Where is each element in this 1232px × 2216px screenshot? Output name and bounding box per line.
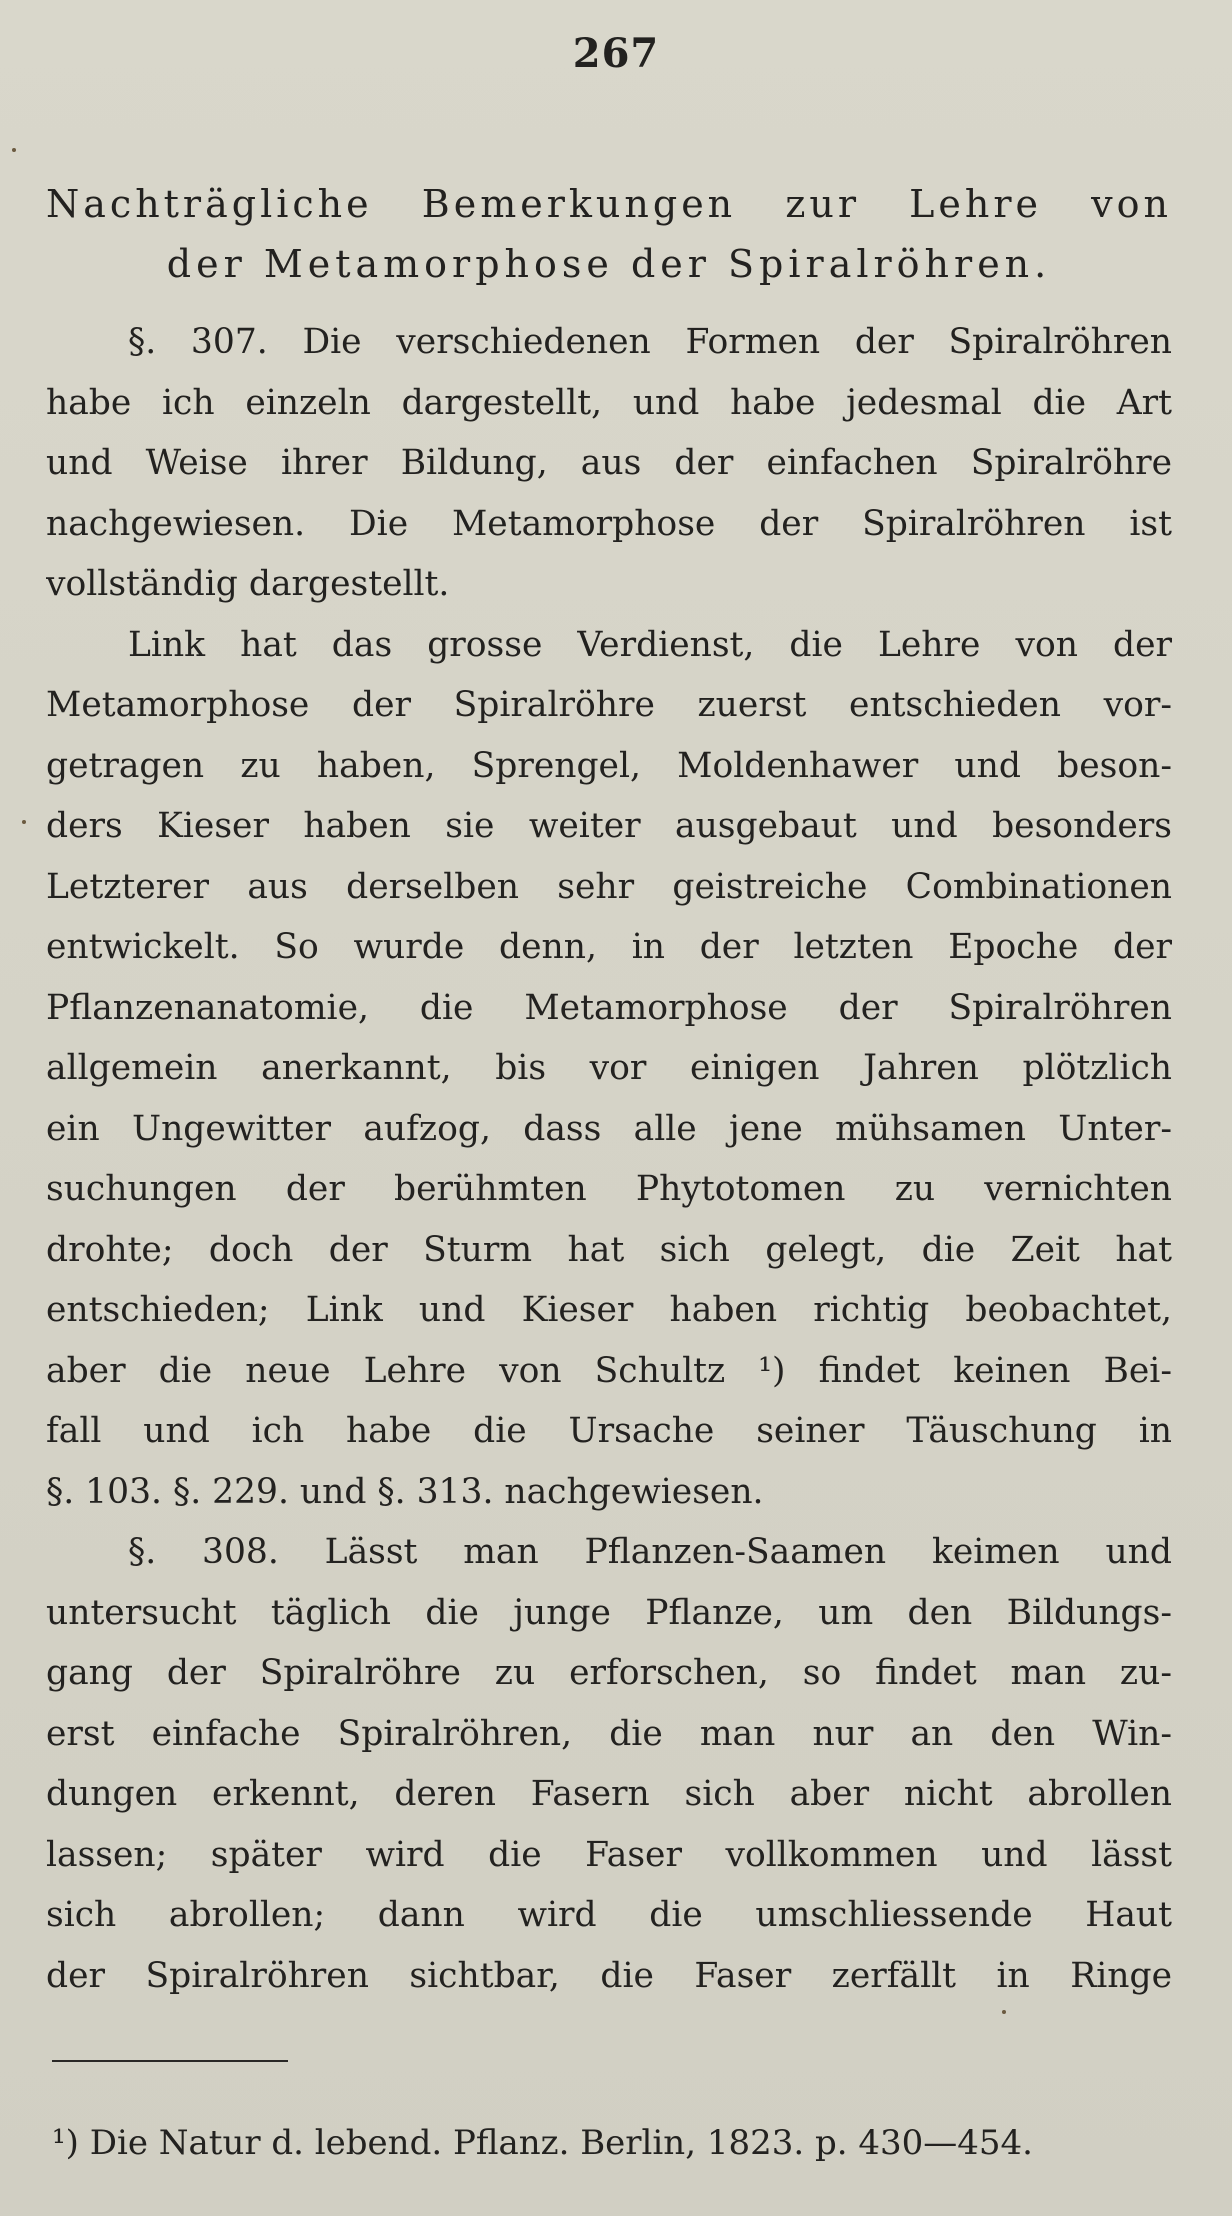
paper-speck: [22, 820, 26, 824]
text-line: ders Kieser haben sie weiter ausgebaut und besonders: [46, 806, 1172, 846]
paper-speck: [1002, 2010, 1006, 2014]
text-line: entschieden; Link und Kieser haben richtig beobachtet,: [46, 1290, 1172, 1330]
text-line: und Weise ihrer Bildung, aus der einfachen Spiralröhre: [46, 443, 1172, 483]
text-line: Link hat das grosse Verdienst, die Lehre von der: [128, 624, 1172, 665]
text-line: allgemein anerkannt, bis vor einigen Jahren plötzlich: [46, 1048, 1172, 1088]
text-line: dungen erkennt, deren Fasern sich aber nicht abrollen: [46, 1774, 1172, 1814]
text-line: ein Ungewitter aufzog, dass alle jene mühsamen Unter-: [46, 1108, 1172, 1149]
text-line: getragen zu haben, Sprengel, Moldenhawer und beson-: [46, 745, 1172, 786]
text-line: lassen; später wird die Faser vollkommen und lässt: [46, 1834, 1172, 1875]
footnote-divider: [52, 2060, 288, 2062]
text-line: drohte; doch der Sturm hat sich gelegt, die Zeit hat: [46, 1229, 1172, 1270]
page-number: 267: [572, 30, 660, 77]
text-line: gang der Spiralröhre zu erforschen, so findet man zu-: [46, 1653, 1172, 1693]
footnote: ¹) Die Natur d. lebend. Pflanz. Berlin, 1823. p. 430—454.: [52, 2123, 1033, 2163]
text-line: untersucht täglich die junge Pflanze, um den Bildungs-: [46, 1592, 1172, 1633]
text-line: suchungen der berühmten Phytotomen zu vernichten: [46, 1169, 1172, 1209]
text-line: nachgewiesen. Die Metamorphose der Spiralröhren ist: [46, 503, 1172, 544]
text-line: §. 307. Die verschiedenen Formen der Spiralröhren: [128, 322, 1172, 362]
text-line: fall und ich habe die Ursache seiner Täuschung in: [46, 1411, 1172, 1451]
text-line: Letzterer aus derselben sehr geistreiche Combinationen: [46, 866, 1172, 907]
section-heading-line-2: der Metamorphose der Spiralröhren.: [166, 242, 1052, 286]
text-line: aber die neue Lehre von Schultz ¹) findet keinen Bei-: [46, 1350, 1172, 1391]
section-heading-line-1: Nachträgliche Bemerkungen zur Lehre von: [46, 182, 1172, 226]
text-line: der Spiralröhren sichtbar, die Faser zerfällt in Ringe: [46, 1955, 1172, 1996]
text-line: Pflanzenanatomie, die Metamorphose der Spiralröhren: [46, 987, 1172, 1028]
text-line: habe ich einzeln dargestellt, und habe jedesmal die Art: [46, 382, 1172, 423]
text-line: vollständig dargestellt.: [46, 564, 450, 604]
paper-speck: [12, 148, 16, 152]
text-line: erst einfache Spiralröhren, die man nur an den Win-: [46, 1713, 1172, 1754]
text-line: §. 103. §. 229. und §. 313. nachgewiesen.: [46, 1471, 764, 1512]
body-text: [46, 312, 1172, 2006]
text-line: entwickelt. So wurde denn, in der letzten Epoche der: [46, 927, 1172, 967]
text-line: Metamorphose der Spiralröhre zuerst entschieden vor-: [46, 685, 1172, 725]
text-line: §. 308. Lässt man Pflanzen-Saamen keimen und: [128, 1532, 1172, 1572]
text-line: sich abrollen; dann wird die umschliessende Haut: [46, 1895, 1172, 1935]
